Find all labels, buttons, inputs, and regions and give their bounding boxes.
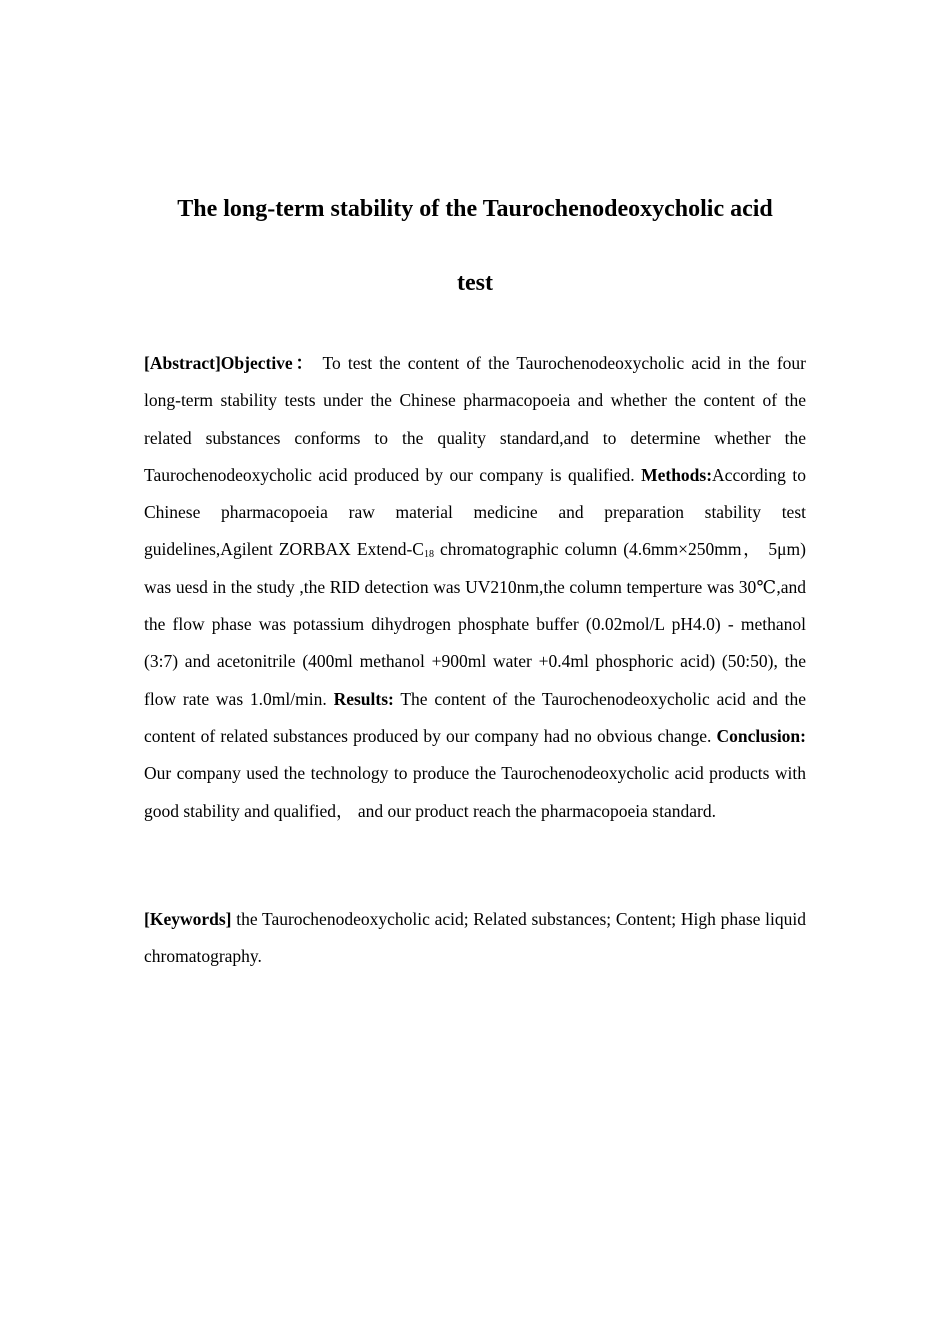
conclusion-label: Conclusion: (716, 725, 806, 746)
keywords-paragraph (144, 901, 806, 976)
methods-text-b: chromatographic column (4.6mm×250mm， 5μm) was uesd in the study ,the RID detection was UV210nm,the column temperture was 30℃,and the flow phase was potassium dihydrogen phosphate buffer (0.02mol/L pH4.0) - methanol (3:7) and acetonitrile (400ml methanol +900ml water +0.4ml phosphoric acid) (50:50), the flow rate was 1.0ml/min. (144, 539, 806, 709)
objective-label: Objective： (220, 353, 316, 373)
results-label: Results: (333, 688, 394, 709)
keywords-label: [Keywords] (144, 909, 232, 929)
methods-label: Methods: (641, 464, 713, 485)
abstract-paragraph (144, 345, 806, 830)
title-line-1: The long-term stability of the Taurochenodeoxycholic acid (177, 196, 773, 222)
methods-text-a: According to Chinese pharmacopoeia raw material medicine and preparation stability test guidelines,Agilent ZORBAX Extend-C (144, 464, 806, 560)
conclusion-text: Our company used the technology to produce the Taurochenodeoxycholic acid products with good stability and qualified， and our product reach the pharmacopoeia standard. (144, 763, 806, 821)
abstract-label: [Abstract] (144, 353, 221, 373)
title-line-2: test (457, 270, 493, 296)
keywords-text: the Taurochenodeoxycholic acid; Related substances; Content; High phase liquid chromatography. (144, 909, 806, 967)
objective-text: To test the content of the Taurochenodeoxycholic acid in the four long-term stability tests under the Chinese pharmacopoeia and whether the content of the related substances conforms to the quality standard,and to determine whether the Taurochenodeoxycholic acid produced by our company is qualified. (144, 353, 806, 485)
methods-subscript: 18 (423, 549, 434, 561)
results-text: The content of the Taurochenodeoxycholic acid and the content of related substances produced by our company had no obvious change. (144, 688, 806, 746)
